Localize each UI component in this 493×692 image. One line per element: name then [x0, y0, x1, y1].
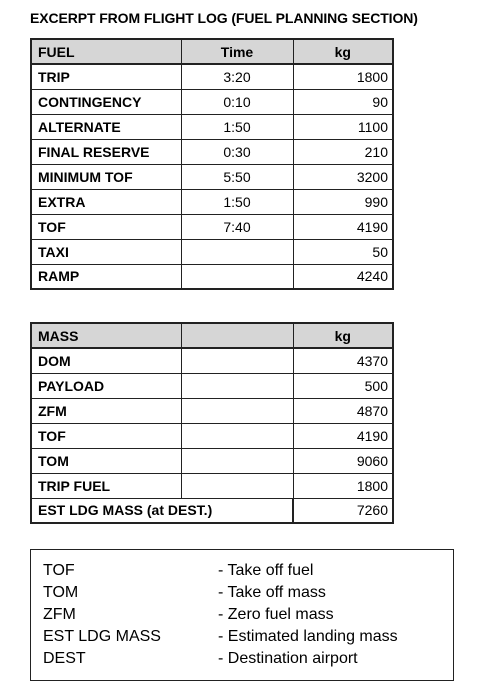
legend-meaning: - Take off fuel	[218, 562, 314, 579]
mass-table-header	[31, 323, 393, 348]
mass-row-label: DOM	[31, 348, 181, 373]
mass-row-label: ZFM	[31, 398, 181, 423]
mass-row-kg: 4870	[293, 398, 393, 423]
fuel-row-kg: 210	[293, 139, 393, 164]
fuel-row-time: 1:50	[181, 114, 293, 139]
mass-table	[30, 322, 394, 524]
mass-row	[31, 398, 393, 423]
legend-entry	[43, 626, 398, 648]
fuel-row-kg: 90	[293, 89, 393, 114]
mass-table-body	[31, 348, 393, 498]
fuel-row-time: 1:50	[181, 189, 293, 214]
est-ldg-mass-label: EST LDG MASS (at DEST.)	[31, 498, 293, 523]
legend-entry	[43, 604, 334, 626]
legend-abbr: TOF	[43, 562, 75, 579]
fuel-row-kg: 4190	[293, 214, 393, 239]
fuel-row-kg: 1800	[293, 64, 393, 89]
mass-row-label: TOM	[31, 448, 181, 473]
mass-row-blank	[181, 423, 293, 448]
mass-row	[31, 348, 393, 373]
fuel-row-label: TOF	[31, 214, 181, 239]
legend-entry	[43, 560, 313, 582]
fuel-row-kg: 1100	[293, 114, 393, 139]
mass-row-label: TOF	[31, 423, 181, 448]
mass-row	[31, 473, 393, 498]
fuel-row-time: 7:40	[181, 214, 293, 239]
fuel-row	[31, 164, 393, 189]
fuel-row	[31, 264, 393, 289]
legend-abbr: TOM	[43, 584, 79, 601]
fuel-table-body	[31, 64, 393, 289]
fuel-row	[31, 64, 393, 89]
mass-row-blank	[181, 448, 293, 473]
fuel-row-kg: 50	[293, 239, 393, 264]
legend-meaning: - Destination airport	[218, 650, 358, 667]
mass-row-kg: 9060	[293, 448, 393, 473]
legend-entry	[43, 582, 326, 604]
mass-header-blank	[181, 323, 293, 348]
fuel-row	[31, 189, 393, 214]
fuel-row-kg: 3200	[293, 164, 393, 189]
fuel-row-time: 0:10	[181, 89, 293, 114]
mass-row-blank	[181, 398, 293, 423]
fuel-row	[31, 214, 393, 239]
mass-table-last-row	[31, 498, 393, 523]
fuel-row-kg: 4240	[293, 264, 393, 289]
legend-abbr: ZFM	[43, 606, 76, 623]
legend-meaning: - Take off mass	[218, 584, 326, 601]
fuel-row-label: EXTRA	[31, 189, 181, 214]
fuel-row-time: 5:50	[181, 164, 293, 189]
mass-row-kg: 500	[293, 373, 393, 398]
mass-row-kg: 4370	[293, 348, 393, 373]
fuel-row-time: 0:30	[181, 139, 293, 164]
mass-row	[31, 373, 393, 398]
mass-row	[31, 448, 393, 473]
abbreviation-legend	[30, 549, 454, 681]
fuel-row-label: TAXI	[31, 239, 181, 264]
legend-entry	[43, 648, 358, 670]
fuel-row-kg: 990	[293, 189, 393, 214]
fuel-table	[30, 38, 394, 290]
mass-row-kg: 1800	[293, 473, 393, 498]
legend-meaning: - Zero fuel mass	[218, 606, 334, 623]
mass-row	[31, 423, 393, 448]
mass-row-blank	[181, 348, 293, 373]
mass-header-kg: kg	[293, 323, 393, 348]
fuel-row-time: 3:20	[181, 64, 293, 89]
fuel-row-label: FINAL RESERVE	[31, 139, 181, 164]
mass-row-label: PAYLOAD	[31, 373, 181, 398]
fuel-row-time	[181, 264, 293, 289]
fuel-table-header	[31, 39, 393, 64]
mass-row-blank	[181, 473, 293, 498]
fuel-row-label: TRIP	[31, 64, 181, 89]
fuel-header-time: Time	[181, 39, 293, 64]
est-ldg-mass-kg: 7260	[293, 498, 393, 523]
fuel-header-kg: kg	[293, 39, 393, 64]
mass-row-label: TRIP FUEL	[31, 473, 181, 498]
fuel-header-fuel: FUEL	[31, 39, 181, 64]
legend-abbr: EST LDG MASS	[43, 628, 161, 645]
fuel-row	[31, 139, 393, 164]
mass-row-blank	[181, 373, 293, 398]
legend-abbr: DEST	[43, 650, 86, 667]
fuel-row-label: ALTERNATE	[31, 114, 181, 139]
fuel-row-label: CONTINGENCY	[31, 89, 181, 114]
fuel-row-label: RAMP	[31, 264, 181, 289]
page-title: EXCERPT FROM FLIGHT LOG (FUEL PLANNING SECTION)	[30, 10, 418, 26]
legend-meaning: - Estimated landing mass	[218, 628, 398, 645]
mass-row-kg: 4190	[293, 423, 393, 448]
fuel-row	[31, 239, 393, 264]
mass-header-mass: MASS	[31, 323, 181, 348]
fuel-row-label: MINIMUM TOF	[31, 164, 181, 189]
fuel-row	[31, 89, 393, 114]
fuel-row-time	[181, 239, 293, 264]
fuel-row	[31, 114, 393, 139]
